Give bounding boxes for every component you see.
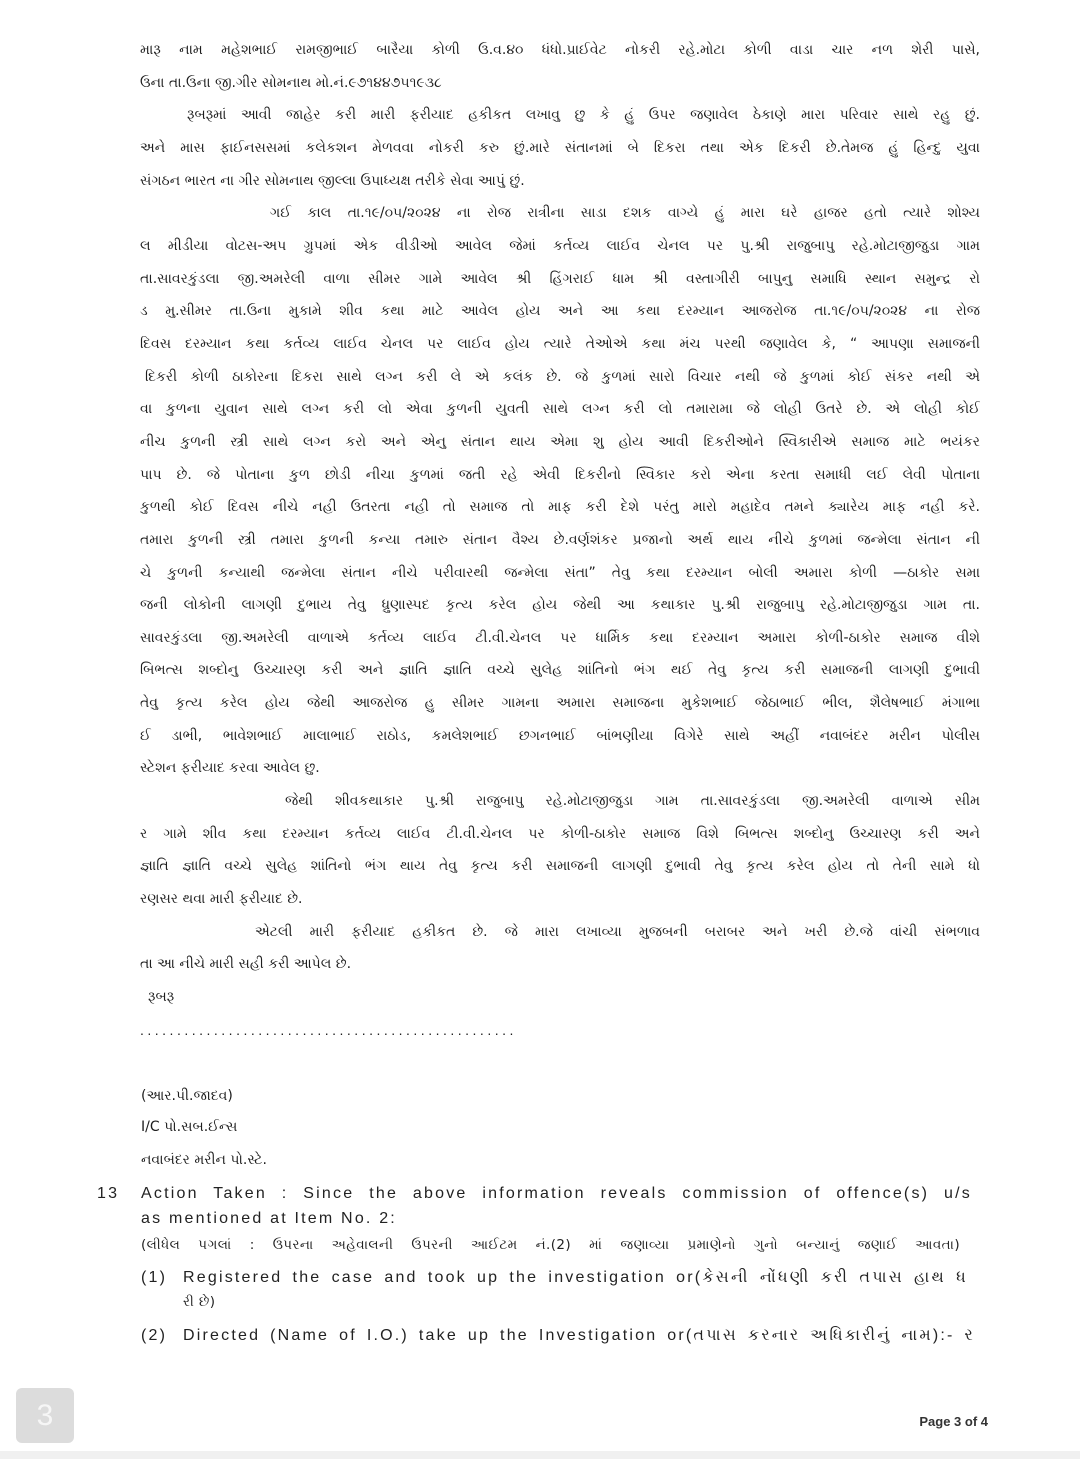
complaint-line: દિવસ દરમ્યાન કથા કર્તવ્ય લાઈવ ચેનલ પર લાઈવ હોય ત્યારે તેઓએ કથા મંચ પરથી જણાવેલ કે, “ આપણા સમાજની — [140, 335, 980, 352]
page-bottom-edge — [0, 1451, 1080, 1459]
complaint-line: નીચ કુળની સ્ત્રી સાથે લગ્ન કરો અને એનુ સંતાન થાય એમા શુ હોય આવી દિકરીઓને સ્વિકારીએ સમાજ માટે ભયંકર — [140, 433, 980, 450]
complaint-line: લ મીડીયા વોટસ-અપ ગ્રુપમાં એક વીડીઓ આવેલ જેમાં કર્તવ્ય લાઈવ ચેનલ પર પુ.શ્રી રાજુબાપુ રહે.મોટાજીજુડા ગામ — [140, 237, 980, 254]
action-item-number: (1) — [141, 1269, 168, 1286]
officer-rank: I/C પો.સબ.ઈન્સ — [141, 1119, 238, 1135]
complaint-line: તા.સાવરકુંડલા જી.અમરેલી વાળા સીમર ગામે આવેલ શ્રી હિંગરાઈ ધામ શ્રી વસ્તાગીરી બાપુનુ સમાધિ સ્થાન સમુન્દ્ર રો — [140, 270, 980, 287]
complaint-line: ડ મુ.સીમર તા.ઉના મુકામે શીવ કથા માટે આવેલ હોય અને આ કથા દરમ્યાન આજરોજ તા.૧૯/૦૫/૨૦૨૪ ના રોજ — [140, 303, 980, 320]
complaint-line: ઉના તા.ઉના જી.ગીર સોમનાથ મો.નં.૯૭૧૪૪૭૫૧૯૩૮ — [140, 74, 442, 91]
complaint-line: દિકરી કોળી ઠાકોરના દિકરા સાથે લગ્ન કરી લે એ કલંક છે. જે કુળમાં સારો વિચાર નથી જે કુળમાં કોઈ સંકર નથી એ — [145, 368, 980, 385]
page-indicator: Page 3 of 4 — [919, 1414, 988, 1429]
complaint-line: ઈ ડાભી, ભાવેશભાઈ માલાભાઈ રાઠોડ, કમલેશભાઈ છગનભાઈ બાંભણીયા વિગેરે સાથે અહીં નવાબંદર મરીન પોલીસ — [140, 727, 980, 744]
action-item-number: (2) — [141, 1327, 168, 1344]
action-item-text: Directed (Name of I.O.) take up the Investigation or(તપાસ કરનાર અધિકારીનું નામ):- ર — [183, 1327, 975, 1344]
complaint-line: ગઈ કાલ તા.૧૯/૦૫/૨૦૨૪ ના રોજ રાત્રીના સાડા દશક વાગ્યે હું મારા ઘરે હાજર હતો ત્યારે શોશ્ય — [270, 205, 980, 222]
complaint-line: રૂબરૂમાં આવી જાહેર કરી મારી ફરીયાદ હકીકત લખાવુ છુ કે હું ઉપર જણાવેલ ઠેકાણે મારા પરિવાર સાથે રહુ છું. — [187, 107, 980, 124]
rubru-label: રૂબરૂ — [148, 989, 175, 1006]
complaint-line: ચે કુળની કન્યાથી જન્મેલા સંતાન નીચે પરીવારથી જન્મેલા સંતા” તેવુ કથા દરમ્યાન બોલી અમારા કોળી —ઠાકોર સમા — [140, 564, 980, 581]
section-number: 13 — [97, 1185, 120, 1202]
complaint-line: જેથી શીવકથાકાર પુ.શ્રી રાજુબાપુ રહે.મોટાજીજુડા ગામ તા.સાવરકુંડલા જી.અમરેલી વાળાએ સીમ — [285, 793, 980, 810]
complaint-line: વા કુળના યુવાન સાથે લગ્ન કરી લો એવા કુળની યુવતી સાથે લગ્ન કરી લો તમારામા જે લોહી ઉતરે છે. એ લોહી કોઈ — [140, 401, 980, 418]
complaint-line: તા આ નીચે મારી સહી કરી આપેલ છે. — [140, 956, 352, 973]
complaint-line: રણસર થવા મારી ફરીયાદ છે. — [140, 891, 303, 908]
complaint-line: કુળથી કોઈ દિવસ નીચે નહી ઉતરતા નહી તો સમાજ તો માફ કરી દેશે પરંતુ મારો મહાદેવ તમને ક્યારેય માફ નહી કરે. — [140, 499, 980, 516]
complaint-body — [140, 34, 980, 1046]
complaint-line: અને માસ ફાઈનસસમાં કલેકશન મેળવવા નોકરી કરુ છું.મારે સંતાનમાં બે દિકરા તથા એક દિકરી છે.તેમજ હું હિન્દુ યુવા — [140, 139, 980, 156]
complaint-line: સ્ટેશન ફરીયાદ કરવા આવેલ છુ. — [140, 760, 320, 777]
action-item-text: Registered the case and took up the investigation or(કેસની નોંધણી કરી તપાસ હાથ ધ — [183, 1269, 968, 1286]
action-item-text-continued: રી છે) — [183, 1294, 216, 1310]
complaint-line: પાપ છે. જે પોતાના કુળ છોડી નીચા કુળમાં જતી રહે એવી દિકરીનો સ્વિકાર કરો એના કરતા સમાધી લઈ લેવી પોતાના — [140, 466, 980, 483]
complaint-line: તેવુ કૃત્ય કરેલ હોય જેથી આજરોજ હુ સીમર ગામના અમારા સમાજના મુકેશભાઈ જેઠાભાઈ ભીલ, શૈલેષભાઈ મંગાભા — [140, 695, 980, 712]
complaint-line: એટલી મારી ફરીયાદ હકીકત છે. જે મારા લખાવ્યા મુજબની બરાબર અને ખરી છે.જે વાંચી સંભળાવ — [255, 923, 980, 940]
complaint-line: બિભત્સ શબ્દોનુ ઉચ્ચારણ કરી અને જ્ઞાતિ જ્ઞાતિ વચ્ચે સુલેહ શાંતિનો ભંગ થઈ તેવુ કૃત્ય કરી સમાજની લાગણી દુભાવી — [140, 662, 980, 679]
complaint-line: તમારા કુળની સ્ત્રી તમારા કુળની કન્યા તમારુ સંતાન વૈશ્ય છે.વર્ણશંકર પ્રજાનો અર્થ થાય નીચે કુળમાં જન્મેલા સંતાન ની — [140, 531, 980, 548]
complaint-line: મારૂ નામ મહેશભાઈ રામજીભાઈ બારૈયા કોળી ઉ.વ.૪૦ ધંધો.પ્રાઈવેટ નોકરી રહે.મોટા કોળી વાડા ચાર નળ શેરી પાસે, — [140, 42, 980, 58]
action-taken-heading: Action Taken : Since the above information reveals commission of offence(s) u/s — [141, 1185, 972, 1202]
police-station: નવાબંદર મરીન પો.સ્ટે. — [141, 1152, 267, 1168]
action-taken-heading-continued: as mentioned at Item No. 2: — [141, 1210, 397, 1227]
complaint-line: જ્ઞાતિ જ્ઞાતિ વચ્ચે સુલેહ શાંતિનો ભંગ થાય તેવુ કૃત્ય કરી સમાજની લાગણી દુભાવી તેવુ કૃત્ય કરેલ હોય તો તેની સામે ધો — [140, 858, 980, 875]
complaint-line: સાવરકુંડલા જી.અમરેલી વાળાએ કર્તવ્ય લાઈવ ટી.વી.ચેનલ પર ધાર્મિક કથા દરમ્યાન અમારા કોળી-ઠાકોર સમાજ વીશે — [140, 629, 980, 646]
page-number-badge: 3 — [16, 1388, 74, 1443]
officer-name: (આર.પી.જાદવ) — [141, 1088, 233, 1104]
action-taken-heading-gujarati: (લીધેલ પગલાં : ઉપરના અહેવાલની ઉપરની આઈટમ નં.(2) માં જણાવ્યા પ્રમાણેનો ગુનો બન્યાનું જણાઈ આવતા) — [141, 1237, 960, 1253]
complaint-line: જની લોકોની લાગણી દુભાય તેવુ ધ્રુણાસ્પદ કૃત્ય કરેલ હોય જેથી આ કથાકાર પુ.શ્રી રાજુબાપુ રહે.મોટાજીજુડા ગામ તા. — [140, 597, 980, 614]
signature-line: ................................................... — [140, 1021, 517, 1038]
complaint-line: ર ગામે શીવ કથા દરમ્યાન કર્તવ્ય લાઈવ ટી.વી.ચેનલ પર કોળી-ઠાકોર સમાજ વિશે બિભત્સ શબ્દોનુ ઉચ્ચારણ કરી અને — [140, 825, 980, 842]
complaint-line: સંગઠન ભારત ના ગીર સોમનાથ જીલ્લા ઉપાધ્યક્ષ તરીકે સેવા આપું છું. — [140, 172, 525, 189]
